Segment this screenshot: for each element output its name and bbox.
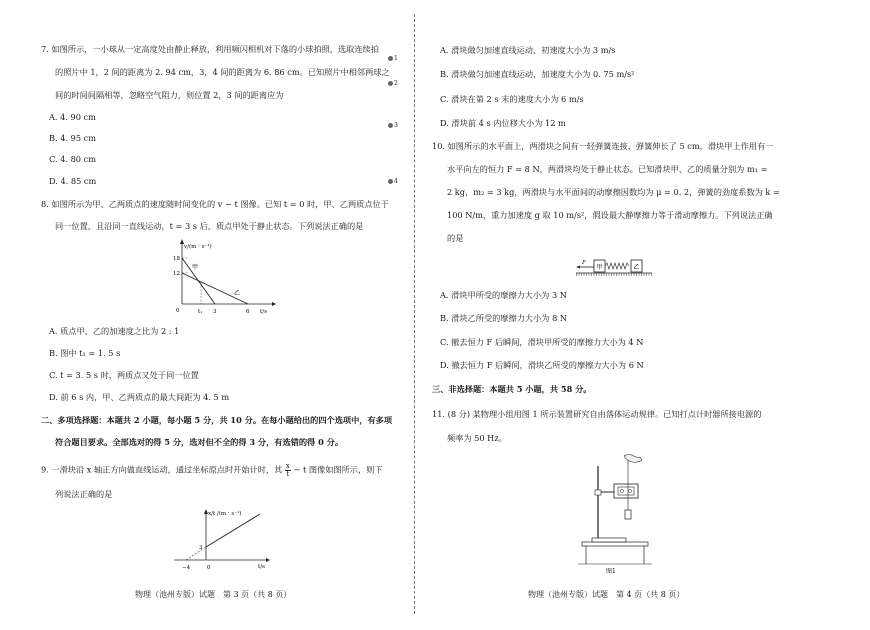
q9-line-1 bbox=[41, 463, 383, 478]
ball-label: 4 bbox=[394, 178, 398, 185]
timer-terminal bbox=[620, 489, 623, 492]
q10-option-d: D. 撤去恒力 F 后瞬间，滑块乙所受的摩擦力大小为 6 N bbox=[440, 360, 644, 370]
timer-terminal bbox=[628, 489, 631, 492]
tick-18: 18 bbox=[173, 256, 180, 262]
q8-option-d: D. 前 6 s 内，甲、乙两质点的最大间距为 4. 5 m bbox=[49, 392, 230, 402]
q10-line-3: 2 kg，m₂ = 3 kg，两滑块与水平面间的动摩擦因数均为 μ = 0. 2，弹簧的劲度系数为 k = bbox=[447, 187, 780, 197]
label-jia: 甲 bbox=[192, 264, 199, 271]
tick-origin: 0 bbox=[176, 308, 180, 314]
vt-graph bbox=[168, 238, 278, 320]
q9-fraction bbox=[285, 463, 291, 478]
xt-graph bbox=[168, 506, 274, 576]
q8-option-b: B. 图中 t₁ = 1. 5 s bbox=[49, 348, 121, 358]
photo-ball-3 bbox=[388, 122, 398, 129]
section-2-line-1: 二、多项选择题：本题共 2 小题，每小题 5 分，共 10 分。在每小题给出的四个选项中，有多项 bbox=[41, 415, 393, 425]
line-yi bbox=[182, 273, 248, 304]
q8-line-1: 8. 如图所示为甲、乙两质点的速度随时间变化的 v − t 图像。已知 t = 0 时，甲、乙两质点位于 bbox=[41, 199, 389, 209]
block-yi-label: 乙 bbox=[633, 264, 640, 271]
ball-icon bbox=[388, 81, 393, 86]
tick-3: 3 bbox=[199, 545, 203, 551]
q9-text-b: − t 图像如图所示，则下 bbox=[293, 464, 383, 475]
q8-option-a: A. 质点甲、乙的加速度之比为 2 : 1 bbox=[49, 326, 180, 336]
graph-ylabel: x/t /(m · s⁻¹) bbox=[208, 511, 242, 517]
q11-line-2: 频率为 50 Hz。 bbox=[447, 433, 507, 443]
q9-option-b: B. 滑块做匀加速直线运动，加速度大小为 0. 75 m/s² bbox=[440, 69, 635, 79]
q7-option-b: B. 4. 95 cm bbox=[49, 133, 97, 143]
q7-option-d: D. 4. 85 cm bbox=[49, 176, 97, 186]
q7-line-1: 7. 如图所示，一小球从一定高度处由静止释放，利用频闪相机对下落的小球拍照，选取连续拍 bbox=[41, 44, 379, 54]
page-footer-left: 物理（池州专版）试题 第 3 页（共 8 页） bbox=[135, 590, 292, 599]
fraction-numerator: x bbox=[285, 462, 290, 470]
fraction-denominator: t bbox=[286, 470, 290, 478]
label-yi: 乙 bbox=[234, 290, 241, 297]
q10-option-c: C. 撤去恒力 F 后瞬间，滑块甲所受的摩擦力大小为 4 N bbox=[440, 337, 644, 347]
section-3-title: 三、非选择题：本题共 5 小题，共 58 分。 bbox=[432, 384, 592, 394]
tick-neg4: −4 bbox=[182, 565, 191, 571]
figure-caption: 图1 bbox=[606, 568, 616, 574]
clamp bbox=[595, 490, 601, 495]
q10-option-b: B. 滑块乙所受的摩擦力大小为 8 N bbox=[440, 313, 568, 323]
ball-icon bbox=[388, 56, 393, 61]
ball-label: 2 bbox=[394, 80, 398, 87]
page-divider bbox=[414, 14, 415, 614]
photo-ball-2 bbox=[388, 80, 398, 87]
q9-line-2: 列说法正确的是 bbox=[55, 489, 113, 499]
graph-ylabel: v/(m · s⁻¹) bbox=[184, 244, 212, 250]
table-top bbox=[582, 542, 648, 546]
force-label: F bbox=[582, 260, 586, 266]
q8-line-2: 同一位置，且沿同一直线运动，t = 3 s 后，质点甲处于静止状态。下列说法正确的是 bbox=[55, 221, 364, 231]
x-axis-arrow bbox=[272, 302, 276, 306]
arrow-left-icon bbox=[576, 266, 580, 269]
q10-line-2: 水平向左的恒力 F = 8 N，两滑块均处于静止状态。已知滑块甲、乙的质量分别为 m₁ = bbox=[447, 164, 768, 174]
ball-icon bbox=[388, 179, 393, 184]
q7-option-a: A. 4. 90 cm bbox=[49, 112, 96, 122]
q9-option-c: C. 滑块在第 2 s 末的速度大小为 6 m/s bbox=[440, 94, 584, 104]
weight bbox=[625, 510, 631, 519]
page-footer-right: 物理（池州专版）试题 第 4 页（共 8 页） bbox=[528, 590, 685, 599]
q8-option-c: C. t = 3. 5 s 时，两质点又处于同一位置 bbox=[49, 370, 199, 380]
ball-label: 3 bbox=[394, 122, 398, 129]
tick-12: 12 bbox=[173, 271, 180, 277]
photo-ball-1 bbox=[388, 55, 398, 62]
ball-icon bbox=[388, 123, 393, 128]
q11-line-1: 11. (8 分) 某物理小组用图 1 所示装置研究自由落体运动规律。已知打点计时器所接电源的 bbox=[432, 409, 762, 419]
line-extension bbox=[186, 547, 206, 560]
ball-label: 1 bbox=[394, 55, 398, 62]
q10-line-5: 的是 bbox=[447, 233, 464, 243]
q7-line-2: 的照片中 1，2 间的距离为 2. 94 cm，3，4 间的距离为 6. 86 cm。已知照片中相邻两球之 bbox=[55, 67, 390, 77]
stand-base bbox=[592, 538, 626, 542]
x-axis-arrow bbox=[266, 558, 270, 562]
tick-6: 6 bbox=[246, 309, 250, 315]
tick-t1: t₁ bbox=[198, 309, 203, 315]
tick-3: 3 bbox=[213, 309, 217, 315]
spring bbox=[605, 263, 629, 269]
q10-line-4: 100 N/m，重力加速度 g 取 10 m/s²，假设最大静摩擦力等于滑动摩擦力。下列说法正确 bbox=[447, 210, 773, 220]
q7-option-c: C. 4. 80 cm bbox=[49, 154, 96, 164]
hand-icon bbox=[624, 455, 642, 463]
graph-xlabel: t/s bbox=[258, 564, 265, 570]
q9-text-a: 9. 一滑块沿 x 轴正方向做直线运动，通过坐标原点时开始计时，其 bbox=[41, 464, 283, 475]
tick-origin: 0 bbox=[207, 565, 211, 571]
block-jia-label: 甲 bbox=[596, 264, 603, 271]
graph-xlabel: t/s bbox=[260, 309, 267, 315]
q9-option-d: D. 滑块前 4 s 内位移大小为 12 m bbox=[440, 118, 566, 128]
q7-line-3: 间的时间间隔相等，忽略空气阻力，则位置 2，3 间的距离应为 bbox=[55, 90, 284, 100]
q10-option-a: A. 滑块甲所受的摩擦力大小为 3 N bbox=[440, 290, 567, 300]
q9-option-a: A. 滑块做匀加速直线运动，初速度大小为 3 m/s bbox=[440, 45, 616, 55]
spring-blocks-figure bbox=[572, 253, 656, 277]
q10-line-1: 10. 如图所示的水平面上，两滑块之间有一轻弹簧连接，弹簧伸长了 5 cm，滑块甲上作用有一 bbox=[432, 141, 774, 151]
free-fall-apparatus-figure bbox=[576, 452, 654, 574]
line-xt bbox=[206, 514, 260, 547]
photo-ball-4 bbox=[388, 178, 398, 185]
section-2-line-2: 符合题目要求。全部选对的得 5 分，选对但不全的得 3 分，有选错的得 0 分。 bbox=[55, 437, 344, 447]
